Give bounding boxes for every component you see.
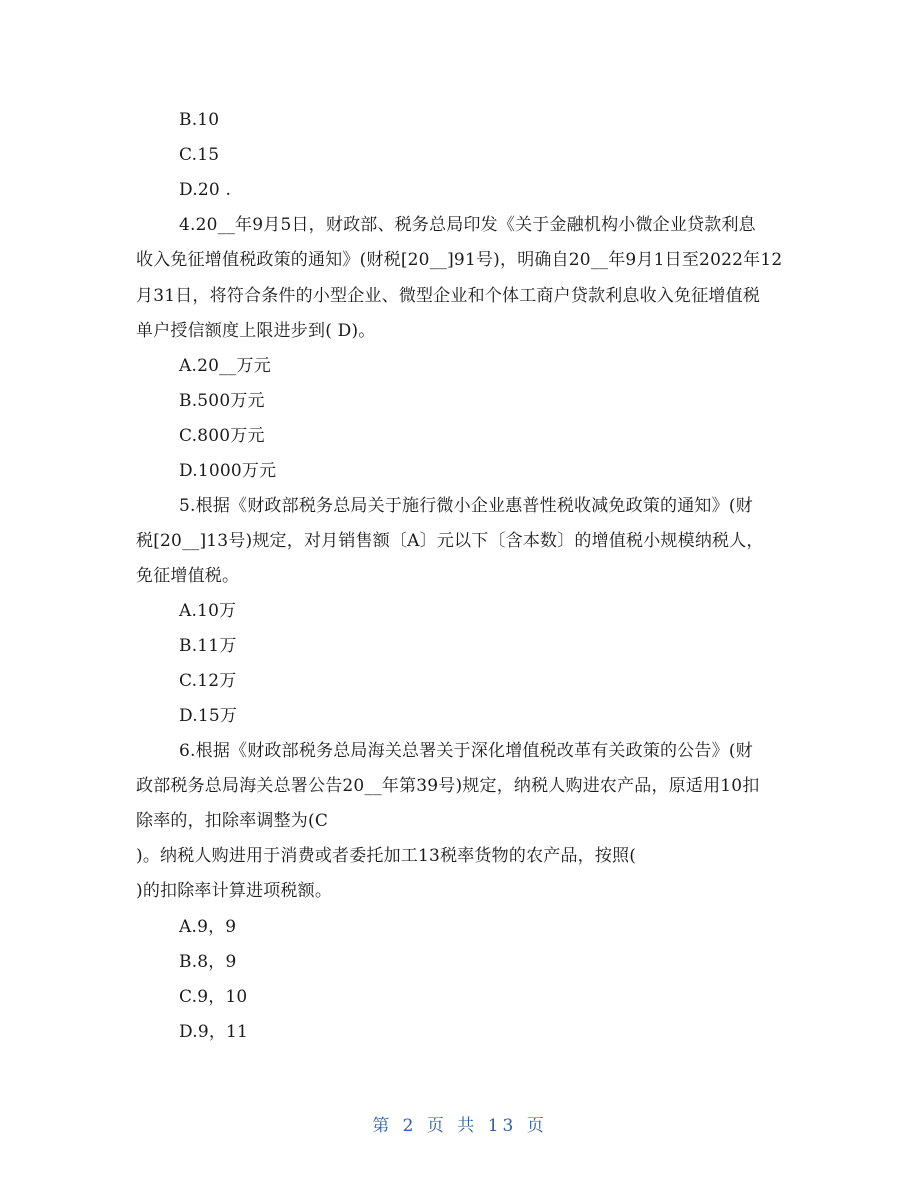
q6-option-d: D.9，11 bbox=[179, 1022, 249, 1042]
q4-option-a: A.20__万元 bbox=[179, 356, 271, 376]
q6-option-b: B.8，9 bbox=[179, 952, 237, 972]
q3-option-d: D.20 . bbox=[179, 180, 232, 200]
q5-text-line-1: 5.根据《财政部税务总局关于施行微小企业惠普性税收减免政策的通知》(财 bbox=[179, 496, 753, 516]
q4-text-line-3: 月31日，将符合条件的小型企业、微型企业和个体工商户贷款利息收入免征增值税 bbox=[136, 286, 761, 306]
page-number-footer: 第 2 页 共 13 页 bbox=[372, 1116, 548, 1136]
q6-text-line-2: 政部税务总局海关总署公告20__年第39号)规定，纳税人购进农产品，原适用10扣 bbox=[136, 776, 760, 796]
q5-option-a: A.10万 bbox=[179, 601, 237, 621]
q4-option-c: C.800万元 bbox=[179, 426, 265, 446]
q4-option-d: D.1000万元 bbox=[179, 461, 277, 481]
q4-text-line-4: 单户授信额度上限进步到( D)。 bbox=[136, 321, 376, 341]
q6-text-line-4: )。纳税人购进用于消费或者委托加工13税率货物的农产品，按照( bbox=[136, 846, 637, 866]
q3-option-c: C.15 bbox=[179, 145, 220, 165]
q5-text-line-3: 免征增值税。 bbox=[136, 566, 240, 586]
q6-option-c: C.9，10 bbox=[179, 987, 248, 1007]
q5-option-d: D.15万 bbox=[179, 706, 238, 726]
q4-text-line-2: 收入免征增值税政策的通知》(财税[20__]91号)，明确自20__年9月1日至2022年12 bbox=[136, 250, 783, 270]
q4-option-b: B.500万元 bbox=[179, 391, 265, 411]
q3-option-b: B.10 bbox=[179, 110, 220, 130]
q6-text-line-5: )的扣除率计算进项税额。 bbox=[136, 881, 333, 901]
q6-text-line-1: 6.根据《财政部税务总局海关总署关于深化增值税改革有关政策的公告》(财 bbox=[179, 741, 753, 761]
q4-text-line-1: 4.20__年9月5日，财政部、税务总局印发《关于金融机构小微企业贷款利息 bbox=[179, 215, 756, 235]
q6-option-a: A.9，9 bbox=[179, 917, 237, 937]
q5-option-b: B.11万 bbox=[179, 636, 237, 656]
q5-option-c: C.12万 bbox=[179, 671, 237, 691]
q6-text-line-3: 除率的，扣除率调整为(C bbox=[136, 811, 329, 831]
q5-text-line-2: 税[20__]13号)规定，对月销售额〔A〕元以下〔含本数〕的增值税小规模纳税人， bbox=[136, 531, 764, 551]
